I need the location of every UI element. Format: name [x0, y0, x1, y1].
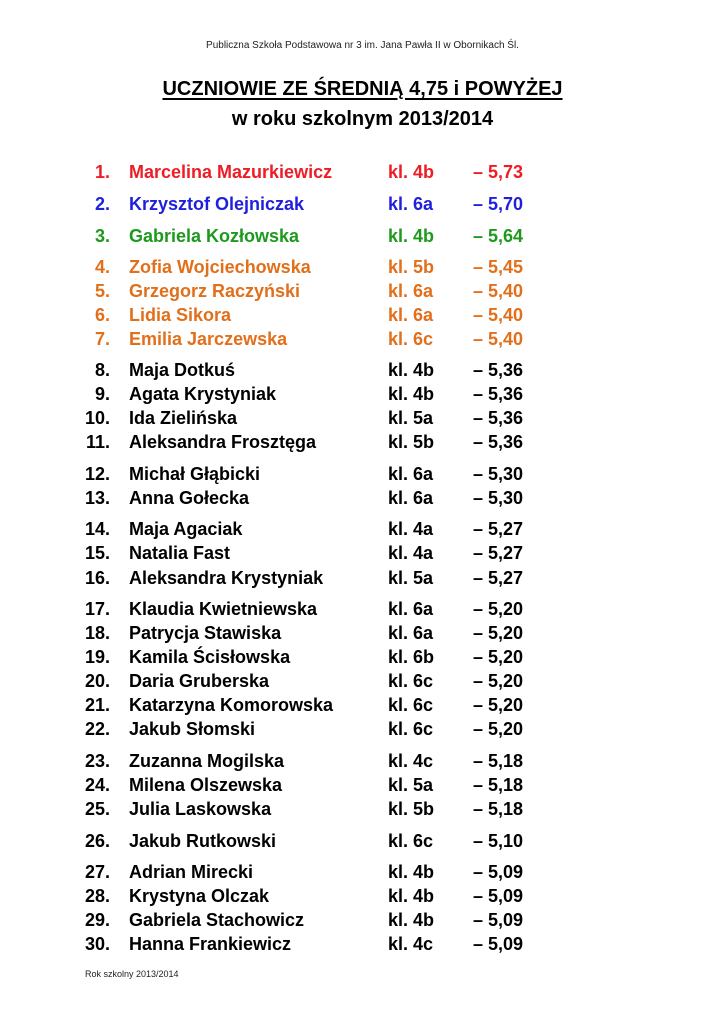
student-rank: 30. — [84, 934, 110, 954]
student-rank: 9. — [94, 384, 110, 404]
student-row — [0, 359, 725, 381]
student-name: Anna Gołecka — [129, 488, 250, 508]
student-name: Julia Laskowska — [129, 799, 272, 819]
student-row — [0, 861, 725, 883]
student-name: Hanna Frankiewicz — [129, 934, 292, 954]
page-title: UCZNIOWIE ZE ŚREDNIĄ 4,75 i POWYŻEJ — [162, 78, 563, 100]
student-rank: 11. — [85, 432, 110, 452]
student-average: – 5,09 — [473, 910, 524, 930]
student-row — [0, 256, 725, 278]
student-row — [0, 193, 725, 215]
student-row — [0, 518, 725, 540]
student-row — [0, 161, 725, 183]
student-class: kl. 6a — [388, 305, 434, 325]
student-rank: 20. — [84, 671, 110, 691]
student-class: kl. 4b — [388, 384, 435, 404]
student-class: kl. 4b — [388, 226, 435, 246]
student-average: – 5,40 — [473, 281, 524, 301]
student-name: Ida Zielińska — [129, 408, 238, 428]
student-average: – 5,20 — [473, 647, 524, 667]
student-name: Gabriela Kozłowska — [129, 226, 300, 246]
student-class: kl. 6a — [388, 599, 434, 619]
student-class: kl. 4b — [388, 162, 435, 182]
student-rank: 25. — [84, 799, 110, 819]
student-row — [0, 407, 725, 429]
student-class: kl. 5b — [388, 257, 435, 277]
student-class: kl. 4b — [388, 862, 435, 882]
student-name: Marcelina Mazurkiewicz — [129, 162, 333, 182]
student-row — [0, 280, 725, 302]
student-class: kl. 6a — [388, 464, 434, 484]
student-average: – 5,20 — [473, 719, 524, 739]
student-row — [0, 933, 725, 955]
student-row — [0, 304, 725, 326]
student-average: – 5,27 — [473, 568, 524, 588]
student-class: kl. 5b — [388, 799, 435, 819]
student-name: Gabriela Stachowicz — [129, 910, 305, 930]
student-rank: 21. — [84, 695, 110, 715]
page-subtitle: w roku szkolnym 2013/2014 — [231, 108, 494, 130]
student-rank: 18. — [84, 623, 110, 643]
student-class: kl. 5a — [388, 408, 434, 428]
student-average: – 5,20 — [473, 671, 524, 691]
student-rank: 13. — [84, 488, 110, 508]
student-name: Jakub Słomski — [129, 719, 256, 739]
student-name: Milena Olszewska — [129, 775, 283, 795]
student-name: Aleksandra Krystyniak — [129, 568, 324, 588]
student-rank: 29. — [84, 910, 110, 930]
student-name: Natalia Fast — [129, 543, 231, 563]
student-average: – 5,09 — [473, 886, 524, 906]
student-class: kl. 4c — [388, 751, 434, 771]
student-average: – 5,36 — [473, 360, 524, 380]
student-name: Patrycja Stawiska — [129, 623, 282, 643]
student-rank: 6. — [94, 305, 110, 325]
student-class: kl. 4b — [388, 886, 435, 906]
student-class: kl. 4b — [388, 910, 435, 930]
student-rank: 8. — [94, 360, 110, 380]
student-average: – 5,36 — [473, 432, 524, 452]
student-average: – 5,18 — [473, 799, 524, 819]
student-class: kl. 5a — [388, 775, 434, 795]
student-row — [0, 622, 725, 644]
student-class: kl. 4a — [388, 519, 434, 539]
student-average: – 5,30 — [473, 488, 524, 508]
student-rank: 22. — [84, 719, 110, 739]
student-rank: 26. — [84, 831, 110, 851]
student-average: – 5,20 — [473, 695, 524, 715]
student-name: Krystyna Olczak — [129, 886, 270, 906]
student-row — [0, 598, 725, 620]
student-average: – 5,09 — [473, 934, 524, 954]
student-name: Emilia Jarczewska — [129, 329, 288, 349]
student-row — [0, 750, 725, 772]
student-average: – 5,18 — [473, 775, 524, 795]
student-row — [0, 694, 725, 716]
student-row — [0, 225, 725, 247]
student-name: Jakub Rutkowski — [129, 831, 277, 851]
student-rank: 1. — [94, 162, 110, 182]
student-rank: 16. — [84, 568, 110, 588]
student-row — [0, 885, 725, 907]
student-average: – 5,30 — [473, 464, 524, 484]
student-name: Aleksandra Frosztęga — [129, 432, 317, 452]
student-name: Adrian Mirecki — [129, 862, 254, 882]
student-name: Zofia Wojciechowska — [129, 257, 311, 277]
student-class: kl. 6c — [388, 719, 434, 739]
student-row — [0, 909, 725, 931]
student-row — [0, 718, 725, 740]
student-name: Lidia Sikora — [129, 305, 232, 325]
student-average: – 5,64 — [473, 226, 524, 246]
student-rank: 27. — [84, 862, 110, 882]
student-average: – 5,36 — [473, 384, 524, 404]
student-rank: 12. — [84, 464, 110, 484]
student-class: kl. 6a — [388, 488, 434, 508]
student-class: kl. 6c — [388, 671, 434, 691]
student-class: kl. 4c — [388, 934, 434, 954]
student-class: kl. 6c — [388, 831, 434, 851]
student-row — [0, 542, 725, 564]
student-rank: 23. — [84, 751, 110, 771]
footer-note: Rok szkolny 2013/2014 — [85, 969, 179, 979]
student-row — [0, 463, 725, 485]
student-row — [0, 646, 725, 668]
student-average: – 5,45 — [473, 257, 524, 277]
student-average: – 5,10 — [473, 831, 524, 851]
student-row — [0, 774, 725, 796]
student-average: – 5,36 — [473, 408, 524, 428]
student-name: Kamila Ścisłowska — [129, 647, 291, 667]
student-class: kl. 4a — [388, 543, 434, 563]
student-rank: 5. — [94, 281, 110, 301]
student-class: kl. 6a — [388, 623, 434, 643]
student-row — [0, 670, 725, 692]
student-name: Zuzanna Mogilska — [129, 751, 285, 771]
student-row — [0, 798, 725, 820]
student-rank: 14. — [84, 519, 110, 539]
student-name: Agata Krystyniak — [129, 384, 277, 404]
student-row — [0, 431, 725, 453]
student-average: – 5,73 — [473, 162, 524, 182]
student-rank: 19. — [84, 647, 110, 667]
student-average: – 5,09 — [473, 862, 524, 882]
student-average: – 5,18 — [473, 751, 524, 771]
student-class: kl. 5b — [388, 432, 435, 452]
student-name: Maja Dotkuś — [129, 360, 236, 380]
student-rank: 15. — [84, 543, 110, 563]
student-name: Grzegorz Raczyński — [129, 281, 301, 301]
school-name-header: Publiczna Szkoła Podstawowa nr 3 im. Jana Pawła II w Obornikach Śl. — [206, 40, 519, 51]
student-name: Krzysztof Olejniczak — [129, 194, 305, 214]
student-name: Michał Głąbicki — [129, 464, 261, 484]
student-name: Klaudia Kwietniewska — [129, 599, 318, 619]
student-class: kl. 5a — [388, 568, 434, 588]
student-row — [0, 328, 725, 350]
student-rank: 3. — [94, 226, 110, 246]
student-average: – 5,70 — [473, 194, 524, 214]
student-class: kl. 6a — [388, 281, 434, 301]
student-class: kl. 6a — [388, 194, 434, 214]
student-name: Daria Gruberska — [129, 671, 270, 691]
student-class: kl. 6b — [388, 647, 435, 667]
student-average: – 5,27 — [473, 543, 524, 563]
student-rank: 2. — [94, 194, 110, 214]
student-average: – 5,40 — [473, 305, 524, 325]
student-row — [0, 830, 725, 852]
student-row — [0, 487, 725, 509]
student-rank: 7. — [94, 329, 110, 349]
student-average: – 5,27 — [473, 519, 524, 539]
student-name: Maja Agaciak — [129, 519, 243, 539]
student-average: – 5,40 — [473, 329, 524, 349]
student-class: kl. 6c — [388, 329, 434, 349]
student-name: Katarzyna Komorowska — [129, 695, 334, 715]
student-row — [0, 383, 725, 405]
student-average: – 5,20 — [473, 599, 524, 619]
student-rank: 10. — [84, 408, 110, 428]
student-rank: 4. — [94, 257, 110, 277]
student-average: – 5,20 — [473, 623, 524, 643]
student-rank: 17. — [84, 599, 110, 619]
student-row — [0, 567, 725, 589]
student-rank: 28. — [84, 886, 110, 906]
student-class: kl. 4b — [388, 360, 435, 380]
student-rank: 24. — [84, 775, 110, 795]
student-class: kl. 6c — [388, 695, 434, 715]
